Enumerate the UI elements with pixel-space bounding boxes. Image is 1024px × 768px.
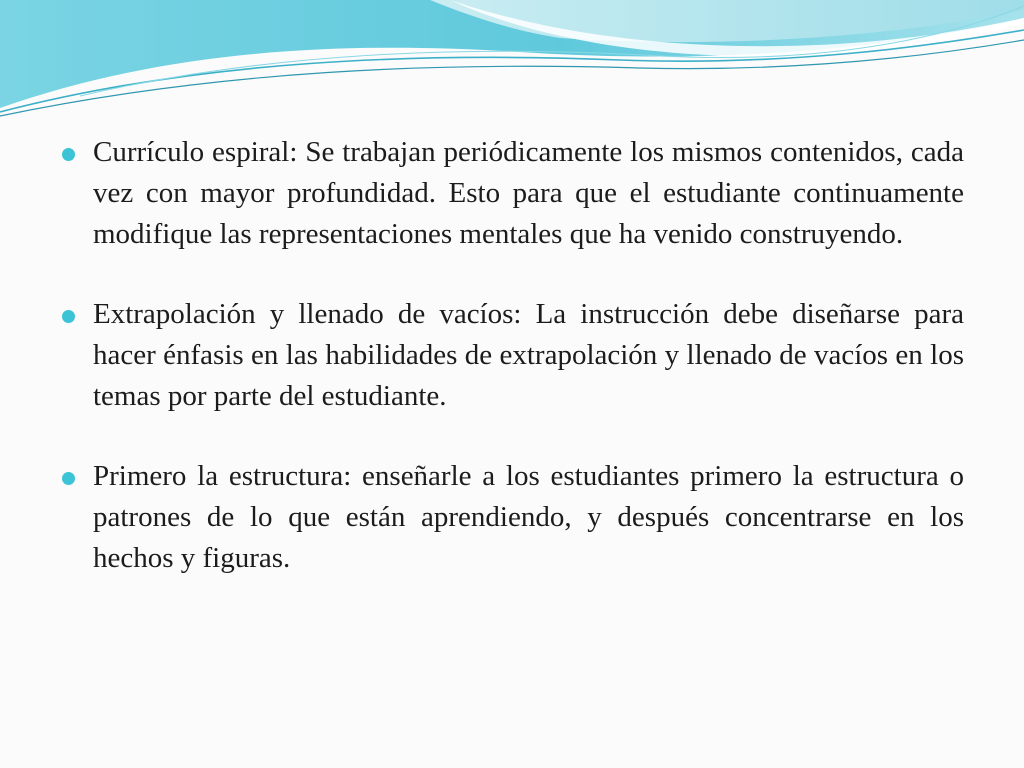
bullet-text: Primero la estructura: enseñarle a los estudiantes primero la estructura o patrones de lo que están aprendiendo, y después concentrarse en los hechos y figuras. bbox=[93, 460, 964, 574]
bullet-text: Extrapolación y llenado de vacíos: La instrucción debe diseñarse para hacer énfasis en las habilidades de extrapolación y llenado de vacíos en los temas por parte del estudiante. bbox=[93, 298, 964, 412]
bullet-text: Currículo espiral: Se trabajan periódicamente los mismos contenidos, cada vez con mayor profundidad. Esto para que el estudiante continuamente modifique las representaciones mentales que ha venido construyendo. bbox=[93, 136, 964, 250]
bullet-dot-icon bbox=[62, 148, 75, 161]
bullet-dot-icon bbox=[62, 310, 75, 323]
decorative-wave-header bbox=[0, 0, 1024, 130]
bullet-item bbox=[62, 456, 964, 579]
bullet-list bbox=[62, 132, 964, 618]
bullet-item bbox=[62, 294, 964, 417]
bullet-item bbox=[62, 132, 964, 255]
bullet-dot-icon bbox=[62, 472, 75, 485]
